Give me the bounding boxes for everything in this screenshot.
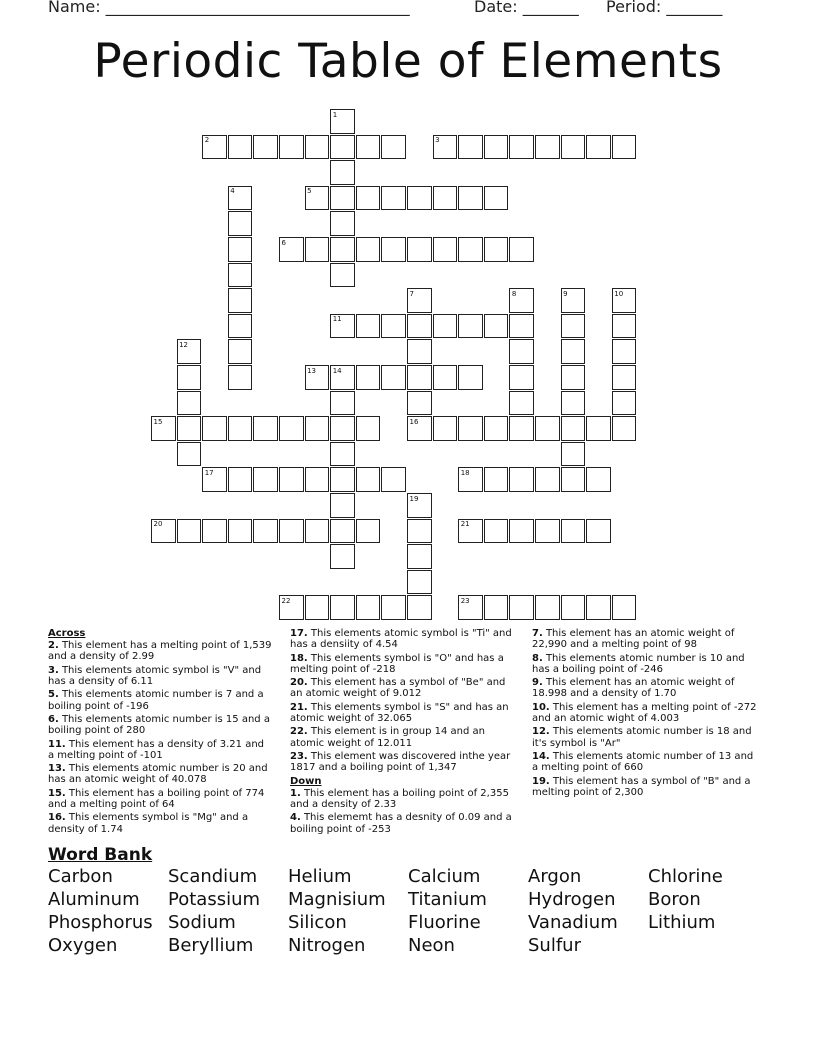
- grid-cell[interactable]: [509, 467, 534, 492]
- grid-cell[interactable]: [561, 365, 586, 390]
- grid-cell[interactable]: [484, 314, 509, 339]
- grid-cell[interactable]: [330, 391, 355, 416]
- grid-cell[interactable]: [356, 467, 381, 492]
- grid-cell[interactable]: [586, 416, 611, 441]
- grid-number: 22: [281, 596, 291, 605]
- grid-cell[interactable]: [305, 365, 330, 390]
- clue-text: This element has a melting point of 1,539 and a density of 2.99: [48, 640, 272, 663]
- clue-item: [290, 812, 520, 834]
- grid-cell[interactable]: [305, 467, 330, 492]
- clue-text: This elements symbol is "S" and has an atomic weight of 32.065: [290, 701, 509, 724]
- grid-cell[interactable]: [305, 135, 330, 160]
- grid-cell[interactable]: [330, 544, 355, 569]
- grid-cell[interactable]: [509, 314, 534, 339]
- grid-cell[interactable]: [253, 135, 278, 160]
- word-bank-item: Sodium: [168, 912, 236, 933]
- grid-cell[interactable]: [407, 519, 432, 544]
- grid-cell[interactable]: [586, 467, 611, 492]
- grid-cell[interactable]: [407, 314, 432, 339]
- clue-text: This element has a boiling point of 774 and a melting point of 64: [48, 787, 265, 810]
- grid-cell[interactable]: [484, 237, 509, 262]
- clue-text: This element has an atomic weight of 18.998 and a density of 1.70: [532, 677, 735, 700]
- clue-text: This elements atomic number is 15 and a boiling point of 280: [48, 713, 270, 737]
- clue-text: This elements atomic number is 20 and has an atomic weight of 40.078: [48, 763, 268, 786]
- clue-item: [290, 751, 520, 773]
- clue-item: [290, 726, 520, 748]
- grid-number: 17: [204, 468, 214, 477]
- clue-item: [532, 751, 762, 773]
- grid-number: 13: [307, 366, 317, 375]
- grid-cell[interactable]: [330, 160, 355, 185]
- grid-number: 23: [460, 596, 470, 605]
- grid-cell[interactable]: [484, 595, 509, 620]
- grid-cell[interactable]: [484, 135, 509, 160]
- grid-number: 15: [153, 417, 163, 426]
- clue-text: This elements atomic number of 13 and a melting point of 660: [532, 750, 754, 774]
- grid-cell[interactable]: [330, 493, 355, 518]
- grid-cell[interactable]: [561, 391, 586, 416]
- grid-cell[interactable]: [612, 365, 637, 390]
- grid-number: 4: [230, 187, 235, 196]
- grid-cell[interactable]: [535, 135, 560, 160]
- grid-cell[interactable]: [177, 391, 202, 416]
- grid-cell[interactable]: [407, 391, 432, 416]
- grid-cell[interactable]: [612, 288, 637, 313]
- grid-cell[interactable]: [484, 467, 509, 492]
- grid-cell[interactable]: [509, 595, 534, 620]
- grid-cell[interactable]: [458, 186, 483, 211]
- clue-item: [290, 653, 520, 675]
- grid-cell[interactable]: [458, 314, 483, 339]
- grid-cell[interactable]: [586, 595, 611, 620]
- word-bank-item: Lithium: [648, 912, 716, 933]
- grid-cell[interactable]: [228, 288, 253, 313]
- grid-cell[interactable]: [381, 314, 406, 339]
- word-bank-item: Chlorine: [648, 866, 723, 887]
- grid-cell[interactable]: [177, 442, 202, 467]
- word-bank-item: Neon: [408, 935, 455, 956]
- word-bank-title: Word Bank: [48, 845, 153, 865]
- clue-number: 18.: [290, 652, 308, 664]
- grid-cell[interactable]: [407, 237, 432, 262]
- grid-cell[interactable]: [561, 314, 586, 339]
- period-field[interactable]: Period: _______: [606, 0, 723, 16]
- grid-cell[interactable]: [381, 135, 406, 160]
- word-bank-item: Potassium: [168, 889, 261, 910]
- grid-cell[interactable]: [228, 519, 253, 544]
- across-clues-list: [48, 640, 273, 835]
- grid-cell[interactable]: [356, 416, 381, 441]
- grid-cell[interactable]: [330, 519, 355, 544]
- clue-item: [48, 640, 273, 662]
- grid-cell[interactable]: [458, 237, 483, 262]
- clue-number: 5.: [48, 689, 59, 701]
- word-bank-item: Sulfur: [528, 935, 581, 956]
- grid-cell[interactable]: [407, 186, 432, 211]
- grid-cell[interactable]: [228, 211, 253, 236]
- clue-item: [290, 677, 520, 699]
- clue-item: [48, 788, 273, 810]
- grid-cell[interactable]: [356, 237, 381, 262]
- grid-cell[interactable]: [305, 416, 330, 441]
- clue-text: This elememt has a desnity of 0.09 and a boiling point of -253: [290, 812, 512, 835]
- grid-cell[interactable]: [305, 519, 330, 544]
- grid-cell[interactable]: [407, 570, 432, 595]
- grid-cell[interactable]: [177, 519, 202, 544]
- grid-cell[interactable]: [433, 416, 458, 441]
- grid-cell[interactable]: [228, 365, 253, 390]
- grid-cell[interactable]: [279, 519, 304, 544]
- grid-cell[interactable]: [381, 186, 406, 211]
- grid-cell[interactable]: [305, 186, 330, 211]
- grid-cell[interactable]: [330, 135, 355, 160]
- grid-cell[interactable]: [586, 519, 611, 544]
- grid-cell[interactable]: [509, 519, 534, 544]
- word-bank-item: Magnisium: [288, 889, 386, 910]
- grid-number: 11: [332, 315, 342, 324]
- grid-cell[interactable]: [151, 416, 176, 441]
- grid-cell[interactable]: [330, 314, 355, 339]
- grid-cell[interactable]: [330, 595, 355, 620]
- clue-number: 22.: [290, 726, 308, 738]
- word-bank-item: Oxygen: [48, 935, 118, 956]
- clue-number: 17.: [290, 628, 308, 639]
- clue-text: This elements atomic symbol is "V" and has a density of 6.11: [48, 664, 262, 687]
- grid-number: 19: [409, 494, 419, 503]
- grid-cell[interactable]: [305, 595, 330, 620]
- grid-cell[interactable]: [330, 442, 355, 467]
- down-clues-list: [290, 788, 520, 835]
- clue-number: 7.: [532, 628, 543, 639]
- grid-cell[interactable]: [330, 211, 355, 236]
- clue-text: This element has an atomic weight of 22,990 and a melting point of 98: [532, 628, 735, 651]
- grid-cell[interactable]: [407, 416, 432, 441]
- grid-cell[interactable]: [458, 365, 483, 390]
- grid-cell[interactable]: [151, 519, 176, 544]
- word-bank-item: Vanadium: [528, 912, 618, 933]
- grid-cell[interactable]: [253, 416, 278, 441]
- grid-cell[interactable]: [330, 365, 355, 390]
- clue-item: [290, 702, 520, 724]
- across-clues-list-2: [290, 628, 520, 773]
- grid-cell[interactable]: [561, 519, 586, 544]
- grid-cell[interactable]: [356, 135, 381, 160]
- clue-text: This element is in group 14 and an atomic weight of 12.011: [290, 726, 485, 749]
- grid-number: 20: [153, 520, 163, 529]
- clue-text: This element was discovered inthe year 1817 and a boiling point of 1,347: [290, 750, 511, 774]
- clue-text: This elements atomic symbol is "Ti" and has a densiity of 4.54: [290, 628, 512, 651]
- grid-cell[interactable]: [177, 339, 202, 364]
- grid-cell[interactable]: [356, 595, 381, 620]
- grid-cell[interactable]: [202, 519, 227, 544]
- grid-cell[interactable]: [535, 595, 560, 620]
- grid-cell[interactable]: [509, 339, 534, 364]
- grid-cell[interactable]: [561, 416, 586, 441]
- clues-column-1: [48, 628, 273, 837]
- clue-text: This element has a boiling point of 2,355 and a density of 2.33: [290, 787, 509, 810]
- grid-cell[interactable]: [612, 595, 637, 620]
- clue-text: This elements symbol is "O" and has a melting point of -218: [290, 652, 504, 675]
- clue-item: [290, 788, 520, 810]
- clue-text: This elements atomic number is 7 and a boiling point of -196: [48, 689, 264, 712]
- grid-cell[interactable]: [561, 467, 586, 492]
- grid-cell[interactable]: [279, 595, 304, 620]
- clue-text: This elements symbol is "Mg" and a density of 1.74: [48, 812, 249, 835]
- grid-cell[interactable]: [433, 186, 458, 211]
- clue-item: [48, 812, 273, 834]
- clue-item: [48, 665, 273, 687]
- clue-number: 21.: [290, 701, 308, 713]
- grid-cell[interactable]: [509, 365, 534, 390]
- clues-column-2: [290, 628, 520, 837]
- grid-cell[interactable]: [330, 237, 355, 262]
- clue-number: 12.: [532, 726, 550, 738]
- grid-cell[interactable]: [509, 416, 534, 441]
- grid-cell[interactable]: [177, 365, 202, 390]
- grid-cell[interactable]: [612, 391, 637, 416]
- grid-cell[interactable]: [612, 314, 637, 339]
- grid-number: 12: [179, 340, 189, 349]
- grid-cell[interactable]: [228, 263, 253, 288]
- grid-cell[interactable]: [330, 186, 355, 211]
- grid-cell[interactable]: [458, 135, 483, 160]
- grid-cell[interactable]: [407, 365, 432, 390]
- grid-cell[interactable]: [253, 467, 278, 492]
- word-bank-item: Silicon: [288, 912, 347, 933]
- clue-item: [532, 677, 762, 699]
- grid-cell[interactable]: [612, 339, 637, 364]
- grid-cell[interactable]: [484, 416, 509, 441]
- grid-number: 6: [281, 238, 286, 247]
- grid-cell[interactable]: [356, 186, 381, 211]
- grid-cell[interactable]: [535, 467, 560, 492]
- clue-number: 9.: [532, 677, 543, 689]
- clue-number: 3.: [48, 664, 59, 676]
- clue-text: This element has a symbol of "B" and a melting point of 2,300: [532, 775, 751, 798]
- clue-number: 16.: [48, 812, 66, 824]
- grid-cell[interactable]: [279, 237, 304, 262]
- grid-cell[interactable]: [279, 416, 304, 441]
- word-bank-item: Hydrogen: [528, 889, 616, 910]
- grid-cell[interactable]: [228, 339, 253, 364]
- clue-item: [48, 714, 273, 736]
- grid-cell[interactable]: [407, 493, 432, 518]
- grid-number: 2: [204, 136, 210, 145]
- grid-cell[interactable]: [330, 416, 355, 441]
- grid-cell[interactable]: [458, 416, 483, 441]
- clue-text: This element has a density of 3.21 and a melting point of -101: [48, 738, 265, 761]
- grid-cell[interactable]: [509, 237, 534, 262]
- grid-cell[interactable]: [330, 109, 355, 134]
- clue-item: [532, 628, 762, 650]
- clue-item: [532, 776, 762, 798]
- word-bank-item: Carbon: [48, 866, 113, 887]
- grid-cell[interactable]: [381, 467, 406, 492]
- clue-number: 20.: [290, 677, 308, 689]
- clue-item: [48, 689, 273, 711]
- clues-column-3: [532, 628, 762, 800]
- grid-cell[interactable]: [407, 544, 432, 569]
- grid-cell[interactable]: [433, 314, 458, 339]
- grid-cell[interactable]: [612, 416, 637, 441]
- grid-cell[interactable]: [228, 135, 253, 160]
- grid-cell[interactable]: [228, 237, 253, 262]
- clue-number: 15.: [48, 787, 66, 799]
- clue-text: This elements atomic number is 18 and it's symbol is "Ar": [532, 726, 752, 749]
- clue-number: 4.: [290, 812, 301, 824]
- clue-number: 13.: [48, 763, 66, 775]
- across-heading: Across: [48, 628, 86, 639]
- clue-number: 2.: [48, 640, 59, 652]
- grid-number: 8: [511, 289, 517, 298]
- clue-text: This element has a symbol of "Be" and an atomic weight of 9.012: [290, 677, 506, 700]
- grid-cell[interactable]: [509, 391, 534, 416]
- word-bank-item: Scandium: [168, 866, 258, 887]
- word-bank-item: Fluorine: [408, 912, 481, 933]
- grid-number: 1: [332, 110, 338, 119]
- grid-cell[interactable]: [381, 365, 406, 390]
- word-bank-item: Beryllium: [168, 935, 254, 956]
- clue-item: [532, 726, 762, 748]
- grid-cell[interactable]: [330, 263, 355, 288]
- grid-cell[interactable]: [228, 467, 253, 492]
- grid-number: 21: [460, 520, 470, 529]
- clue-number: 14.: [532, 750, 550, 762]
- word-bank-item: Titanium: [408, 889, 487, 910]
- clue-item: [48, 739, 273, 761]
- word-bank-item: Boron: [648, 889, 701, 910]
- clue-text: This element has a melting point of -272 and an atomic wight of 4.003: [532, 701, 757, 724]
- grid-cell[interactable]: [279, 467, 304, 492]
- grid-cell[interactable]: [561, 135, 586, 160]
- grid-cell[interactable]: [279, 135, 304, 160]
- grid-cell[interactable]: [407, 339, 432, 364]
- page-title: Periodic Table of Elements: [93, 34, 723, 89]
- clue-item: [48, 763, 273, 785]
- date-field[interactable]: Date: _______: [474, 0, 579, 16]
- grid-cell[interactable]: [228, 416, 253, 441]
- grid-cell[interactable]: [202, 467, 227, 492]
- grid-cell[interactable]: [305, 237, 330, 262]
- grid-cell[interactable]: [202, 135, 227, 160]
- word-bank-item: Phosphorus: [48, 912, 153, 933]
- grid-cell[interactable]: [561, 288, 586, 313]
- grid-cell[interactable]: [356, 519, 381, 544]
- grid-cell[interactable]: [381, 237, 406, 262]
- word-bank-item: Aluminum: [48, 889, 140, 910]
- grid-cell[interactable]: [253, 519, 278, 544]
- clue-number: 10.: [532, 701, 550, 713]
- grid-cell[interactable]: [561, 339, 586, 364]
- grid-cell[interactable]: [484, 186, 509, 211]
- grid-number: 7: [409, 289, 414, 298]
- grid-cell[interactable]: [458, 595, 483, 620]
- word-bank-item: Calcium: [408, 866, 481, 887]
- clue-number: 11.: [48, 738, 66, 750]
- grid-cell[interactable]: [228, 186, 253, 211]
- grid-cell[interactable]: [228, 314, 253, 339]
- grid-cell[interactable]: [484, 519, 509, 544]
- word-bank-item: Nitrogen: [288, 935, 366, 956]
- grid-number: 10: [614, 289, 624, 298]
- clue-number: 6.: [48, 713, 59, 725]
- grid-cell[interactable]: [202, 416, 227, 441]
- grid-cell[interactable]: [586, 135, 611, 160]
- grid-cell[interactable]: [407, 595, 432, 620]
- grid-cell[interactable]: [458, 467, 483, 492]
- grid-cell[interactable]: [330, 467, 355, 492]
- grid-cell[interactable]: [612, 135, 637, 160]
- grid-number: 5: [307, 187, 312, 196]
- grid-cell[interactable]: [458, 519, 483, 544]
- grid-cell[interactable]: [561, 595, 586, 620]
- down-heading: Down: [290, 775, 322, 787]
- grid-number: 16: [409, 417, 419, 426]
- grid-number: 14: [332, 366, 342, 375]
- clue-item: [532, 702, 762, 724]
- grid-cell[interactable]: [356, 314, 381, 339]
- grid-number: 3: [435, 136, 440, 145]
- grid-cell[interactable]: [407, 288, 432, 313]
- clue-item: [290, 628, 520, 650]
- grid-cell[interactable]: [356, 365, 381, 390]
- grid-cell[interactable]: [433, 135, 458, 160]
- clue-item: [532, 653, 762, 675]
- clue-number: 1.: [290, 787, 301, 799]
- header: [0, 0, 816, 24]
- grid-cell[interactable]: [433, 237, 458, 262]
- word-bank-item: Argon: [528, 866, 582, 887]
- clue-number: 8.: [532, 652, 543, 664]
- grid-cell[interactable]: [535, 519, 560, 544]
- grid-cell[interactable]: [509, 288, 534, 313]
- grid-cell[interactable]: [381, 595, 406, 620]
- grid-number: 9: [563, 289, 568, 298]
- grid-cell[interactable]: [433, 365, 458, 390]
- clue-text: This elements atomic number is 10 and has a boiling point of -246: [532, 652, 745, 675]
- clue-number: 23.: [290, 750, 308, 762]
- grid-number: 18: [460, 468, 470, 477]
- clue-number: 19.: [532, 775, 550, 787]
- name-field[interactable]: Name: ______________________________________: [48, 0, 410, 16]
- grid-cell[interactable]: [177, 416, 202, 441]
- grid-cell[interactable]: [535, 416, 560, 441]
- word-bank-item: Helium: [288, 866, 352, 887]
- down-clues-list-2: [532, 628, 762, 798]
- grid-cell[interactable]: [561, 442, 586, 467]
- grid-cell[interactable]: [509, 135, 534, 160]
